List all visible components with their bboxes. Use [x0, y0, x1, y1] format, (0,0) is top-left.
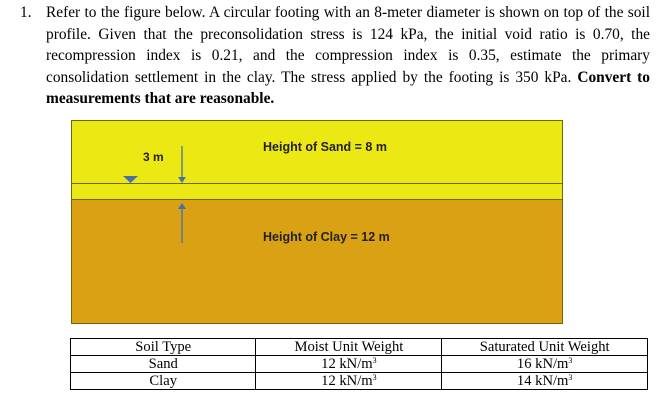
table-row: [71, 373, 648, 390]
header-soil-type: Soil Type: [71, 339, 256, 356]
water-table-depth-label: 3 m: [143, 150, 164, 164]
problem-text: [46, 2, 650, 110]
moist-unit-weight-cell: 12 $kN/m^3$: [256, 373, 442, 390]
moist-unit-weight-cell: 12 $kN/m^3$: [256, 356, 442, 373]
unit-weight-table: [70, 338, 648, 390]
water-table-symbol-icon: [123, 176, 138, 183]
table-header-row: [71, 339, 648, 356]
arrow-down-icon: [178, 177, 186, 183]
sand-height-label: Height of Sand = 8 m: [263, 140, 387, 154]
soil-type-cell: Clay: [71, 373, 256, 390]
problem-body: Refer to the figure below. A circular footing with an 8-meter diameter is shown on top of the soil profile. Given that the preconsolidation stress is 124 kPa, the initial void ratio is 0.70, the recompression index is 0.21, and the compression index is 0.35, estimate the primary consolidation settlement in the clay. The stress applied by the footing is 350 kPa.: [46, 4, 650, 86]
problem-emphasis: Convert to measurements that are reasonable.: [46, 68, 651, 107]
soil-profile-figure: [71, 120, 563, 324]
arrow-up-icon: [178, 203, 186, 209]
soil-type-cell: Sand: [71, 356, 256, 373]
table-row: [71, 356, 648, 373]
saturated-unit-weight-cell: 16 $kN/m^3$: [442, 356, 648, 373]
header-saturated-unit-weight: Saturated Unit Weight: [442, 339, 648, 356]
figure-annotations: [71, 120, 563, 324]
saturated-unit-weight-cell: 14 $kN/m^3$: [442, 373, 648, 390]
problem-number: 1.: [20, 4, 32, 21]
clay-height-label: Height of Clay = 12 m: [263, 230, 390, 244]
header-moist-unit-weight: Moist Unit Weight: [256, 339, 442, 356]
